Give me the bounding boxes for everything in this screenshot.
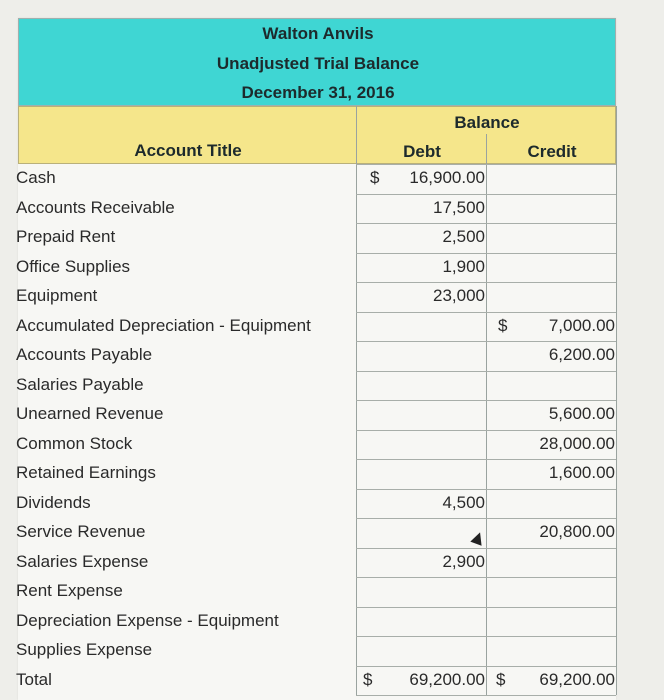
account-name: Unearned Revenue [16,404,164,423]
grid-horizontal-line [356,400,616,401]
grid-horizontal-line [356,371,616,372]
column-header-band [18,106,616,164]
trial-balance-sheet [18,18,616,700]
account-title-header: Account Title [134,141,242,160]
debit-header: Debt [403,142,441,161]
grid-horizontal-line [356,489,616,490]
debit-cell[interactable]: 4,500 [442,493,485,512]
currency-symbol: $ [363,670,373,689]
grid-horizontal-line [356,459,616,460]
account-name: Common Stock [16,434,133,453]
grid-horizontal-line [356,253,616,254]
grid-horizontal-line [356,636,616,637]
mouse-cursor-icon [470,530,485,545]
account-name: Service Revenue [16,522,146,541]
grid-horizontal-line [356,695,616,696]
debit-cell[interactable]: 17,500 [433,198,485,217]
grid-horizontal-line [356,341,616,342]
grid-horizontal-line [356,548,616,549]
grid-horizontal-line [356,282,616,283]
grid-horizontal-line [356,194,616,195]
grid-horizontal-line [356,577,616,578]
credit-cell[interactable]: 69,200.00 [539,670,615,689]
account-name: Accumulated Depreciation - Equipment [16,316,311,335]
account-name: Dividends [16,493,91,512]
account-name: Depreciation Expense - Equipment [16,611,279,630]
account-name: Retained Earnings [16,463,156,482]
account-name: Rent Expense [16,581,123,600]
company-name: Walton Anvils [262,24,374,43]
grid-horizontal-line [356,164,616,165]
currency-symbol: $ [498,316,508,335]
credit-cell[interactable]: 20,800.00 [539,522,615,541]
grid-horizontal-line [356,312,616,313]
debit-cell[interactable]: 69,200.00 [409,670,485,689]
credit-cell[interactable]: 5,600.00 [548,404,615,423]
credit-header: Credit [527,142,577,161]
debit-cell[interactable]: 16,900.00 [409,168,485,187]
debit-cell[interactable]: 1,900 [442,257,485,276]
total-label: Total [16,670,52,689]
grid-horizontal-line [356,518,616,519]
grid-horizontal-line [356,666,616,667]
credit-cell[interactable]: 1,600.00 [548,463,615,482]
account-name: Prepaid Rent [16,227,116,246]
report-date: December 31, 2016 [241,83,395,102]
credit-cell[interactable]: 7,000.00 [548,316,615,335]
account-name: Accounts Receivable [16,198,175,217]
account-name: Cash [16,168,56,187]
account-name: Office Supplies [16,257,131,276]
title-band [18,18,616,106]
grid-horizontal-line [356,430,616,431]
debit-cell[interactable]: 23,000 [433,286,485,305]
debit-cell[interactable]: 2,500 [442,227,485,246]
credit-cell[interactable]: 6,200.00 [548,345,615,364]
report-title: Unadjusted Trial Balance [216,54,420,73]
currency-symbol: $ [496,670,506,689]
grid-horizontal-line [356,223,616,224]
debit-cell[interactable]: 2,900 [442,552,485,571]
account-name: Salaries Payable [16,375,144,394]
account-name: Accounts Payable [16,345,153,364]
currency-symbol: $ [370,168,380,187]
credit-cell[interactable]: 28,000.00 [539,434,615,453]
account-name: Salaries Expense [16,552,149,571]
balance-header: Balance [454,113,520,132]
account-name: Equipment [16,286,98,305]
grid-vertical-line [616,106,617,695]
account-name: Supplies Expense [16,640,153,659]
grid-horizontal-line [356,607,616,608]
